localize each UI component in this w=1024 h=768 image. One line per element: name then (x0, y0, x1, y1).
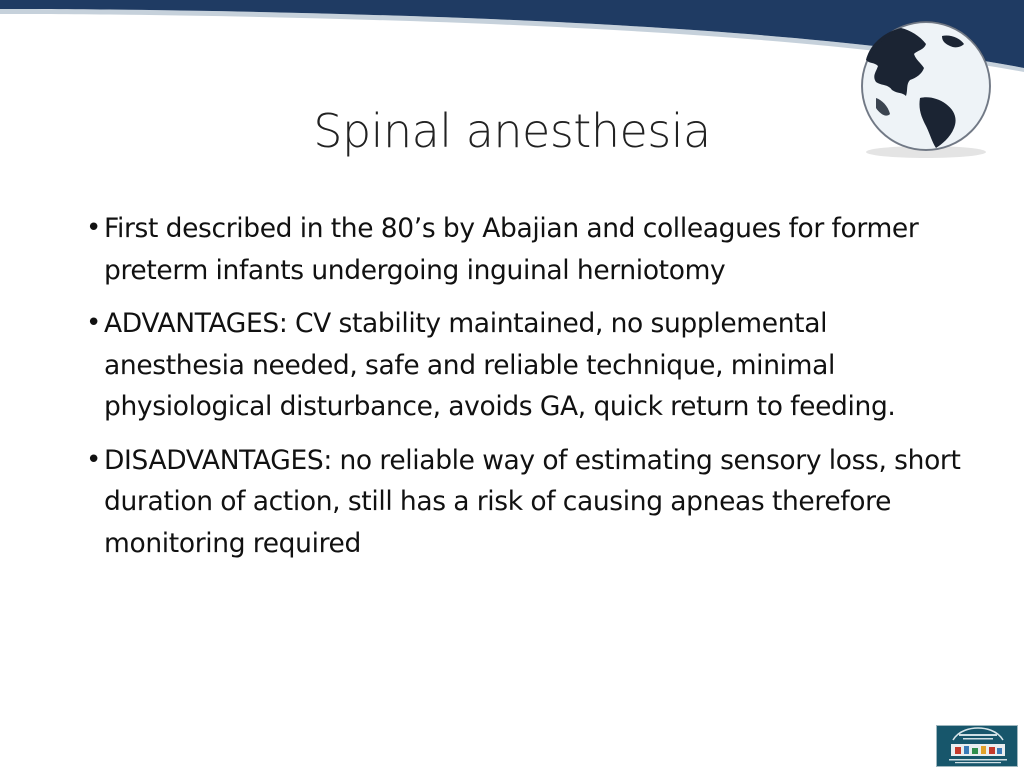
society-logo (936, 725, 1018, 767)
society-logo-icon (937, 726, 1018, 767)
bullet-text: ADVANTAGES: CV stability maintained, no supplemental anesthesia needed, safe and reliable technique, minimal physiological disturbance, avoids GA, quick return to feeding. (104, 308, 896, 422)
slide-title: Spinal anesthesia (313, 104, 711, 158)
bullet-list (86, 208, 966, 576)
bullet-item-history (86, 208, 966, 291)
bullet-text: DISADVANTAGES: no reliable way of estimating sensory loss, short duration of action, still has a risk of causing apneas therefore monitoring required (104, 444, 961, 559)
bullet-item-disadvantages (86, 440, 966, 565)
bullet-dot-icon: • (86, 308, 101, 338)
bullet-dot-icon: • (86, 213, 101, 243)
bullet-dot-icon: • (86, 444, 101, 475)
bullet-text: First described in the 80ʼs by Abajian and colleagues for former preterm infants undergoing inguinal herniotomy (104, 213, 919, 286)
bullet-item-advantages (86, 303, 966, 428)
